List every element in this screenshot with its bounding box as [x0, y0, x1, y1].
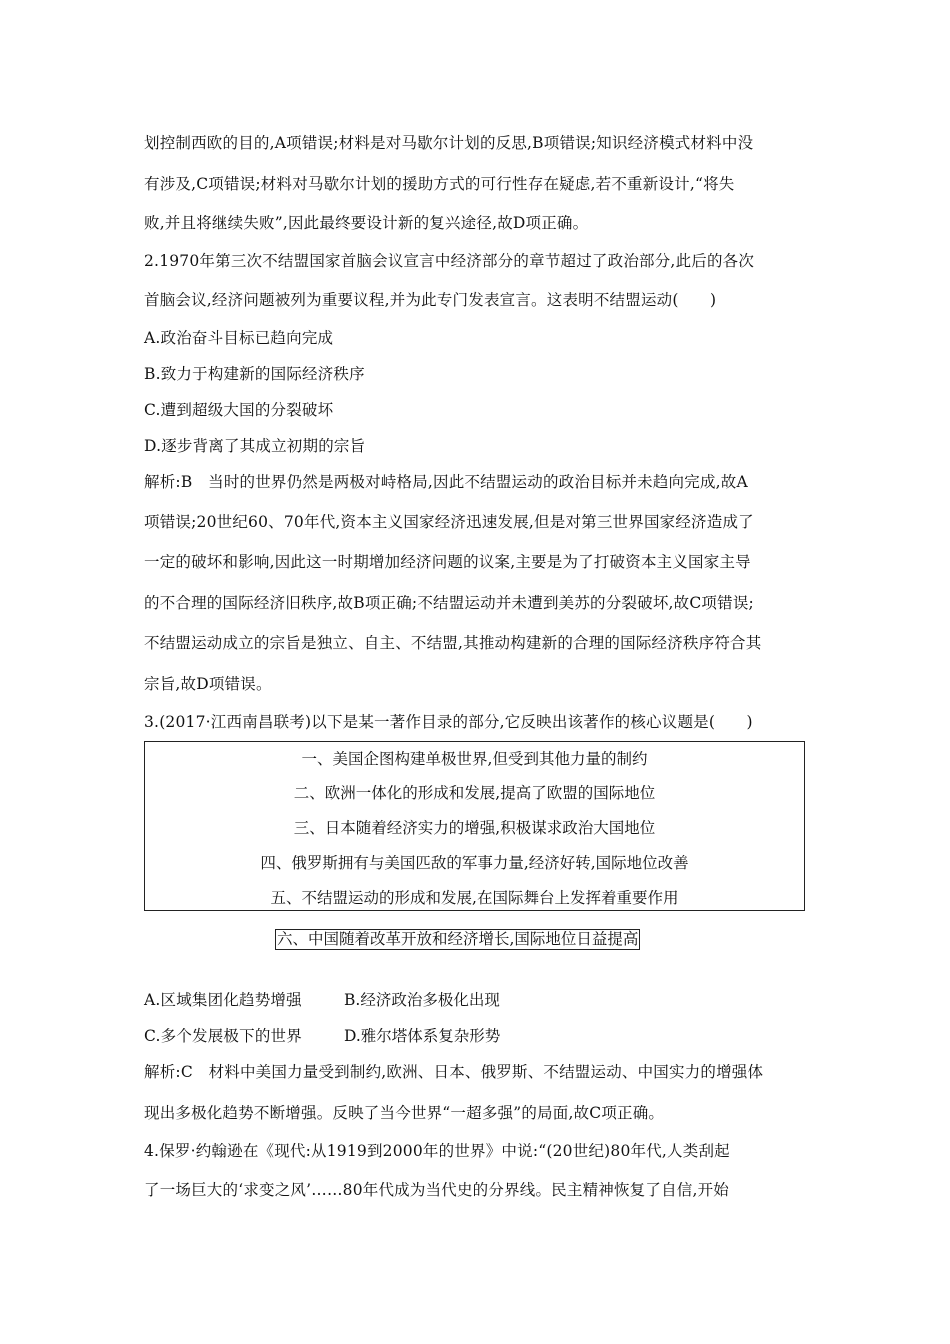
analysis-line: 宗旨,故D项错误。 [144, 675, 272, 693]
text-line: 败,并且将继续失败”,因此最终要设计新的复兴途径,故D项正确。 [144, 214, 589, 232]
analysis-line: 一定的破坏和影响,因此这一时期增加经济问题的议案,主要是为了打破资本主义国家主导 [144, 553, 751, 571]
option-d: D.逐步背离了其成立初期的宗旨 [144, 437, 366, 455]
analysis-line: 项错误;20世纪60、70年代,资本主义国家经济迅速发展,但是对第三世界国家经济造成了 [144, 513, 754, 531]
question-2-stem: 2.1970年第三次不结盟国家首脑会议宣言中经济部分的章节超过了政治部分,此后的各次 [144, 252, 755, 270]
text-line: 划控制西欧的目的,A项错误;材料是对马歇尔计划的反思,B项错误;知识经济模式材料中没 [144, 134, 754, 152]
option-c: C.遭到超级大国的分裂破坏 [144, 401, 334, 419]
question-2-stem: 首脑会议,经济问题被列为重要议程,并为此专门发表宣言。这表明不结盟运动( ) [144, 291, 717, 309]
analysis-line: 解析:C 材料中美国力量受到制约,欧洲、日本、俄罗斯、不结盟运动、中国实力的增强体 [144, 1063, 764, 1081]
option-c: C.多个发展极下的世界 [144, 1027, 302, 1045]
option-b: B.致力于构建新的国际经济秩序 [144, 365, 365, 383]
toc-item: 四、俄罗斯拥有与美国匹敌的军事力量,经济好转,国际地位改善 [260, 854, 689, 872]
toc-item: 五、不结盟运动的形成和发展,在国际舞台上发挥着重要作用 [270, 889, 679, 907]
option-d: D.雅尔塔体系复杂形势 [344, 1027, 501, 1045]
question-4-stem: 了一场巨大的‘求变之风’……80年代成为当代史的分界线。民主精神恢复了自信,开始 [144, 1181, 730, 1199]
toc-item: 二、欧洲一体化的形成和发展,提高了欧盟的国际地位 [293, 784, 656, 802]
option-a: A.区域集团化趋势增强 [144, 991, 302, 1009]
text-line: 有涉及,C项错误;材料对马歇尔计划的援助方式的可行性存在疑虑,若不重新设计,“将失 [144, 175, 735, 193]
option-a: A.政治奋斗目标已趋向完成 [144, 329, 334, 347]
option-b: B.经济政治多极化出现 [344, 991, 500, 1009]
analysis-line: 现出多极化趋势不断增强。反映了当今世界“一超多强”的局面,故C项正确。 [144, 1104, 665, 1122]
analysis-line: 不结盟运动成立的宗旨是独立、自主、不结盟,其推动构建新的合理的国际经济秩序符合其 [144, 634, 762, 652]
question-4-stem: 4.保罗·约翰逊在《现代:从1919到2000年的世界》中说:“(20世纪)80年代,人类刮起 [144, 1142, 730, 1160]
analysis-line: 的不合理的国际经济旧秩序,故B项正确;不结盟运动并未遭到美苏的分裂破坏,故C项错误; [144, 594, 754, 612]
question-3-stem: 3.(2017·江西南昌联考)以下是某一著作目录的部分,它反映出该著作的核心议题是( ) [144, 713, 753, 731]
toc-item: 三、日本随着经济实力的增强,积极谋求政治大国地位 [293, 819, 656, 837]
toc-item: 一、美国企图构建单极世界,但受到其他力量的制约 [301, 750, 648, 768]
toc-item-boxed: 六、中国随着改革开放和经济增长,国际地位日益提高 [277, 930, 639, 948]
analysis-line: 解析:B 当时的世界仍然是两极对峙格局,因此不结盟运动的政治目标并未趋向完成,故A [144, 473, 748, 491]
table-of-contents-box [144, 741, 805, 911]
